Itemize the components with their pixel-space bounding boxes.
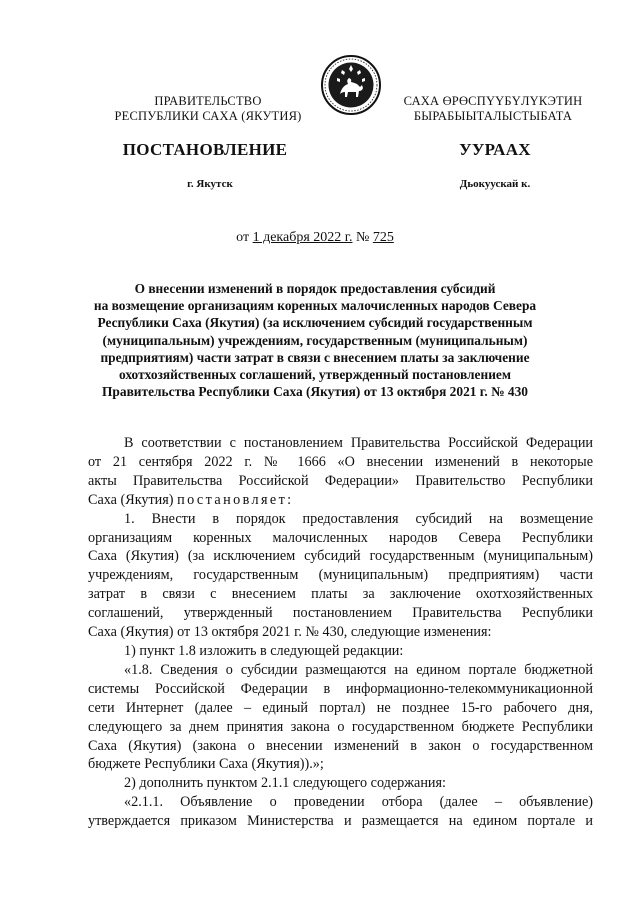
doc-type-sah: УУРААХ [459,140,531,159]
body-line: 1) пункт 1.8 изложить в следующей редакции: [124,642,404,659]
government-name-sah: САХА ӨРӨСПҮҮБҮЛҮКЭТИН БЫРАБЫЫТАЛЫСТЫБАТА [403,94,583,123]
document-number: 725 [372,230,394,245]
title-line: предприятиям) части затрат в связи с внесением платы за заключение [100,349,530,365]
document-title [80,280,550,400]
body-line: В соответствии с постановлением Правительства Российской Федерации [124,435,593,451]
title-line: О внесении изменений в порядок предоставления субсидий [134,281,496,296]
city-ru: г. Якутск [187,178,233,190]
document-body [88,434,593,831]
document-date: 1 декабря 2022 г. [252,230,353,245]
body-line: Саха (Якутия) (закона о внесении изменений в закон о государственном [88,737,593,754]
yakutia-coat-of-arms-icon [320,54,382,116]
body-line: «1.8. Сведения о субсидии размещаются на едином портале бюджетной [124,661,593,678]
body-line: сети Интернет (далее – единый портал) не позднее 15-го рабочего дня, [88,699,593,716]
body-line: акты Правительства Российской Федерации» Правительство Республики [88,472,593,489]
body-line: организациям коренных малочисленных народов Севера Республики [88,529,593,546]
body-line: от 21 сентября 2022 г. № 1666 «О внесении изменений в некоторые [88,453,593,470]
body-line: Саха (Якутия) (за исключением субсидий государственным (муниципальным) [88,548,593,565]
body-line: 2) дополнить пунктом 2.1.1 следующего содержания: [124,775,446,792]
title-line: охотхозяйственных соглашений, утвержденный постановлением [119,367,511,383]
title-line: (муниципальным) учреждениям, государственным (муниципальным) [102,332,528,348]
body-line: утверждается приказом Министерства и размещается на едином портале и [88,813,593,830]
body-line: 1. Внести в порядок предоставления субсидий на возмещение [124,510,593,527]
doc-type-ru: ПОСТАНОВЛЕНИЕ [122,140,288,159]
title-line: Правительства Республики Саха (Якутия) от 13 октября 2021 г. № 430 [102,384,528,400]
number-sign: № [355,230,370,245]
body-line: Саха (Якутия) от 13 октября 2021 г. № 430, следующие изменения: [88,624,492,641]
title-line: Республики Саха (Якутия) (за исключением субсидий государственным [97,315,533,331]
body-line: следующего за днем принятия закона о государственном бюджете Республики [88,718,593,735]
date-number-line [60,230,570,246]
city-sah: Дьокуускай к. [459,178,531,190]
body-line: учреждениям, государственным (муниципальным) предприятиям) части [88,567,593,584]
government-name-ru: ПРАВИТЕЛЬСТВО РЕСПУБЛИКИ САХА (ЯКУТИЯ) [114,94,302,123]
date-prefix: от [236,230,250,245]
title-line: на возмещение организациям коренных малочисленных народов Севера [93,298,537,314]
decree-word: постановляет: [177,491,294,508]
body-line: бюджете Республики Саха (Якутия)).»; [88,756,324,773]
body-line: соглашений, утвержденный постановлением Правительства Республики [88,605,593,622]
body-line: системы Российской Федерации в информационно-телекоммуникационной [88,680,593,697]
body-line: Саха (Якутия) постановляет: [88,491,294,508]
body-line: «2.1.1. Объявление о проведении отбора (далее – объявление) [124,794,593,811]
body-line: затрат в связи с внесением платы за заключение охотхозяйственных [88,586,593,603]
